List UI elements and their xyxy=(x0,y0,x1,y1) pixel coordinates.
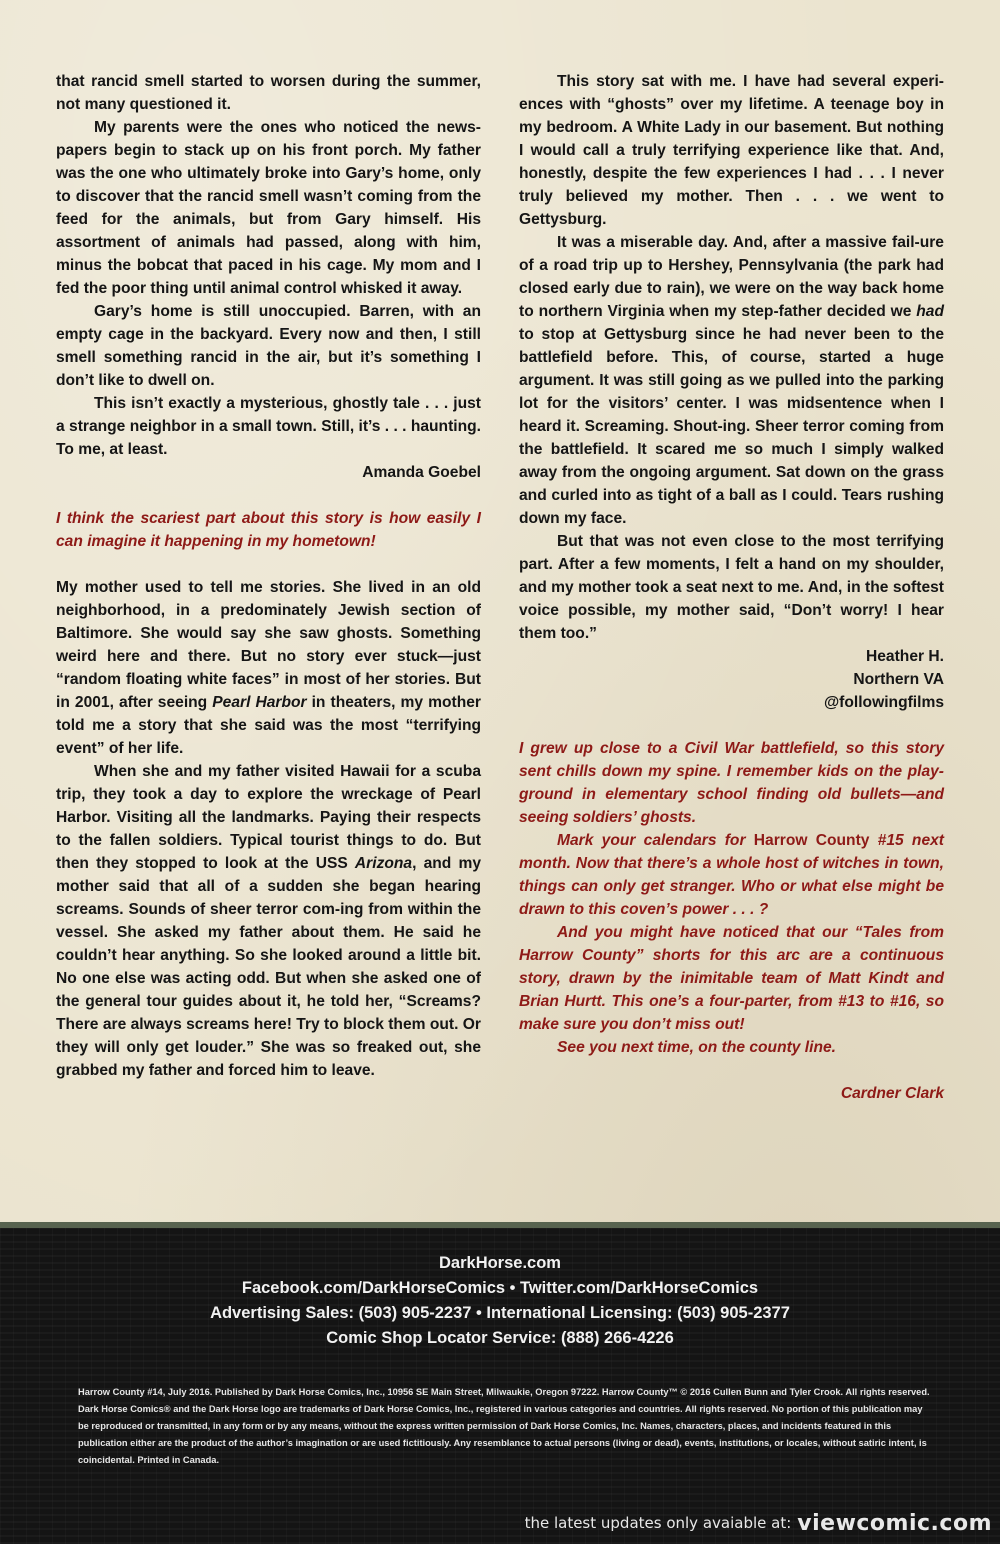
text-run: My mother used to tell me stories. She lived in an old neighborhood, in a predominately Jewish section of Baltimore. She would say she saw ghosts. Something weird here and there. But no story ever stuck—just “random floating white faces” in most of her stories. But in 2001, after seeing xyxy=(56,579,481,711)
letter-signature-handle: @followingfilms xyxy=(823,694,944,711)
editor-reply: And you might have noticed that our “Tales from Harrow County” shorts for this arc are a continuous story, drawn by the inimitable team of Matt Kindt and Brian Hurtt. This one’s a four-parter, from #13 to #16, so make sure you don’t miss out! xyxy=(519,924,944,1033)
left-column xyxy=(56,70,481,1082)
text-run: , and my mother said that all of a sudden she began hearing screams. Sounds of sheer terror com-ing from within the vessel. She asked my father about them. He said he couldn’t hear anything. So she looked around a little bit. No one else was acting odd. But when she asked one of the general tour guides about it, he told her, “Screams? There are always screams here! Try to block them out. Or they will only get louder.” She was so freaked out, she grabbed my father and forced him to leave. xyxy=(56,855,482,1079)
letter-paragraph: Gary’s home is still unoccupied. Barren, with an empty cage in the backyard. Every now and then, I still smell something rancid in the air, but it’s something I don’t like to dwell on. xyxy=(56,303,481,389)
editor-signature: Cardner Clark xyxy=(840,1085,944,1102)
editor-reply xyxy=(519,829,944,921)
letter-paragraph: This story sat with me. I have had several experi-ences with “ghosts” over my lifetime. A teenage boy in my bedroom. A White Lady in our basement. But nothing I would call a truly terrifying experience like that. And, honestly, despite the few experiences I had . . . I never truly believed my mother. Then . . . we went to Gettysburg. xyxy=(519,73,944,228)
series-title: Harrow County xyxy=(753,832,870,849)
watermark-brand: viewcomic.com xyxy=(797,1510,992,1536)
movie-title: Pearl Harbor xyxy=(212,694,307,711)
footer-social: Facebook.com/DarkHorseComics • Twitter.com/DarkHorseComics xyxy=(241,1279,759,1297)
footer-website: DarkHorse.com xyxy=(439,1254,561,1272)
letter-signature: Amanda Goebel xyxy=(362,464,481,481)
text-run: It was a miserable day. And, after a massive fail-ure of a road trip up to Hershey, Pennsylvania (the park had closed early due to rain), we were on the way back home to northern Virginia when my step-father decided we xyxy=(519,234,944,320)
editor-reply: I grew up close to a Civil War battlefield, so this story sent chills down my spine. I remember kids on the play-ground in elementary school finding old bullets—and seeing soldiers’ ghosts. xyxy=(519,740,944,826)
letter-paragraph: My parents were the ones who noticed the news-papers begin to stack up on his front porch. My father was the one who ultimately broke into Gary’s home, only to discover that the rancid smell wasn’t coming from the feed for the animals, but from Gary himself. His assortment of animals had passed, along with him, minus the bobcat that paced in his cage. My mom and I fed the poor thing until animal control whisked it away. xyxy=(56,119,481,297)
text-run: When she and my father visited Hawaii for a scuba trip, they took a day to explore the wreckage of Pearl Harbor. Visiting all the landmarks. Paying their respects to the fallen soldiers. Typical tourist things to do. But then they stopped to look at the USS xyxy=(56,763,481,872)
letter-paragraph: that rancid smell started to worsen during the summer, not many questioned it. xyxy=(56,73,481,113)
text-run: Mark your calendars for xyxy=(557,832,754,849)
text-run: to stop at Gettysburg since he had never been to the battlefield before. This, of course, started a huge argument. It was still going as we pulled into the parking lot for the visitors’ center. I was midsentence when I heard it. Screaming. Shout-ing. Sheer terror coming from the battlefield. It scared me so much I simply walked away from the ongoing argument. Sat down on the grass and curled into as tight of a ball as I could. Tears rushing down my face. xyxy=(519,326,944,527)
spacer xyxy=(56,484,481,507)
watermark xyxy=(525,1510,992,1536)
letter-paragraph: But that was not even close to the most terrifying part. After a few moments, I felt a hand on my shoulder, and my mother took a seat next to me. And, in the softest voice possible, my mother said, “Don’t worry! I hear them too.” xyxy=(519,533,944,642)
footer-locator: Comic Shop Locator Service: (888) 266-4226 xyxy=(326,1329,674,1347)
right-column xyxy=(519,70,944,1105)
editor-reply: I think the scariest part about this story is how easily I can imagine it happening in my hometown! xyxy=(56,510,481,550)
spacer xyxy=(56,553,481,576)
letter-paragraph xyxy=(56,576,481,760)
letter-signature-place: Northern VA xyxy=(853,671,944,688)
letter-signature-name: Heather H. xyxy=(866,648,944,665)
letter-paragraph xyxy=(519,231,944,530)
watermark-text: the latest updates only avaiable at: xyxy=(524,1514,792,1532)
spacer xyxy=(519,714,944,737)
text-run: in theaters, my mother told me a story that she said was the most “terrifying event” of her life. xyxy=(56,694,481,757)
editor-reply: See you next time, on the county line. xyxy=(557,1039,837,1056)
letter-paragraph: This isn’t exactly a mysterious, ghostly tale . . . just a strange neighbor in a small town. Still, it’s . . . haunting. To me, at least. xyxy=(56,395,481,458)
ship-name: Arizona xyxy=(354,855,413,872)
footer-phones: Advertising Sales: (503) 905-2237 • International Licensing: (503) 905-2377 xyxy=(210,1304,790,1322)
text-run: #15 next month. Now that there’s a whole host of witches in town, things can only get stranger. Who or what else might be drawn to this coven’s power . . . ? xyxy=(519,832,944,918)
letter-paragraph xyxy=(56,760,481,1082)
legal-indicia: Harrow County #14, July 2016. Published by Dark Horse Comics, Inc., 10956 SE Main Street, Milwaukie, Oregon 97222. Harrow County™ © 2016 Cullen Bunn and Tyler Crook. All rights reserved. Dark Horse Comics® and the Dark Horse logo are trademarks of Dark Horse Comics, Inc., registered in various categories and countries. All rights reserved. No portion of this publication may be reproduced or transmitted, in any form or by any means, without the express written permission of Dark Horse Comics, Inc. Names, characters, places, and incidents featured in this publication either are the product of the author’s imagination or are used fictitiously. Any resemblance to actual persons (living or dead), events, institutions, or locales, without satiric intent, is coincidental. Printed in Canada. xyxy=(78,1387,930,1465)
emphasis: had xyxy=(916,303,944,320)
spacer xyxy=(519,1059,944,1082)
